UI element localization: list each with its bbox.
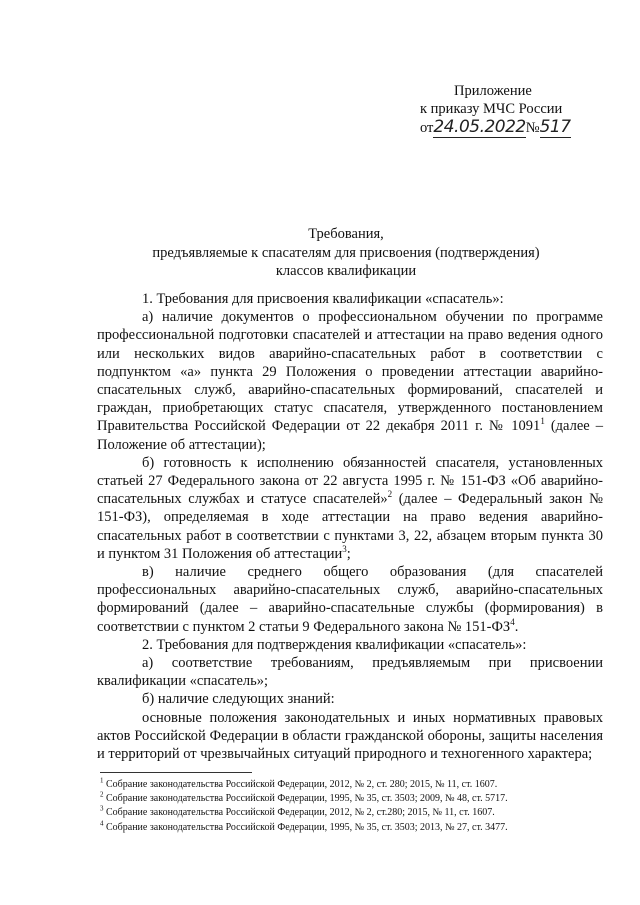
paragraph-1b-middle: (далее – Федеральный закон № 151-ФЗ), определяемая в ходе аттестации на право ведения аварийно-спасательных работ в соответствии с пунктами 3, 22, абзацем вторым пункта 30 и пунктом 31 Положения об аттестации: [97, 491, 603, 562]
footnote-4: [100, 821, 508, 835]
title-line-1: Требования,: [308, 226, 384, 242]
footnote-ref-1: 1: [540, 416, 545, 427]
footnote-num: 2: [100, 790, 104, 799]
footnote-ref-2: 2: [387, 489, 393, 500]
date-prefix: от: [420, 120, 434, 136]
paragraph-1b-tail: ;: [346, 545, 351, 562]
footnote-num: 1: [100, 776, 104, 785]
footnote-num: 4: [100, 819, 104, 828]
paragraph-1b: [97, 454, 603, 563]
footnote-1: [100, 778, 508, 792]
paragraph-1a-text: а) наличие документов о профессиональном обучении по программе профессиональной подготовки спасателей и аттестации на право ведения одного или нескольких видов аварийно-спасательных работ в соответствии с подпунктом «а» пункта 29 Положения о проведении аттестации аварийно-спасательных служб, аварийно-спасательных формирований, спасателей и граждан, приобретающих статус спасателя, утвержденного постановлением Правительства Российской Федерации от 22 декабря 2011 г. № 1091: [97, 309, 603, 435]
footnote-2: [100, 792, 508, 806]
footnote-text: Собрание законодательства Российской Федерации, 1995, № 35, ст. 3503; 2009, № 48, ст. 5717.: [103, 793, 508, 805]
footnote-separator: [100, 772, 252, 773]
title-line-3: классов квалификации: [275, 263, 417, 279]
document-title: [96, 225, 596, 281]
appendix-label: Приложение: [454, 83, 532, 99]
footnote-text: Собрание законодательства Российской Федерации, 2012, № 2, ст. 280; 2015, № 11, ст. 1607.: [103, 779, 498, 790]
paragraph-1a: [97, 308, 603, 454]
paragraph-1a-tail: (далее – Положение об аттестации);: [97, 418, 603, 453]
footnote-ref-4: 4: [510, 616, 515, 627]
paragraph-1c-text: в) наличие среднего общего образования (для спасателей профессиональных аварийно-спасательных служб, аварийно-спасательных формирований (далее – аварийно-спасательные службы (формирования) в соответствии с пунктом 2 статьи 9 Федерального закона № 151-ФЗ: [97, 564, 603, 635]
paragraph-2b-item: основные положения законодательных и иных нормативных правовых актов Российской Федерации в области гражданской обороны, защиты населения и территорий от чрезвычайных ситуаций природного и техногенного характера;: [97, 709, 603, 763]
footnote-text: Собрание законодательства Российской Федерации, 1995, № 35, ст. 3503; 2013, № 27, ст. 3477.: [103, 821, 508, 833]
appendix-header: [420, 82, 571, 137]
footnote-ref-3: 3: [342, 544, 347, 555]
handwritten-number: 517: [539, 117, 571, 137]
title-line-2: предъявляемые к спасателям для присвоения (подтверждения): [152, 244, 540, 261]
footnote-text: Собрание законодательства Российской Федерации, 2012, № 2, ст.280; 2015, № 11, ст. 1607.: [103, 807, 495, 819]
paragraph-2b: б) наличие следующих знаний:: [142, 691, 335, 708]
appendix-order-ref: к приказу МЧС России: [420, 101, 563, 117]
paragraph-2a: а) соответствие требованиям, предъявляемым при присвоении квалификации «спасатель»;: [97, 655, 603, 690]
paragraph-2: 2. Требования для подтверждения квалификации «спасатель»:: [142, 636, 527, 653]
footnote-3: [100, 806, 508, 820]
footnote-num: 3: [100, 805, 104, 814]
footnotes: [100, 778, 508, 835]
paragraph-1c-tail: .: [514, 618, 519, 635]
paragraph-1b-text: б) готовность к исполнению обязанностей спасателя, установленных статьей 27 Федерального закона от 22 августа 1995 г. № 151-ФЗ «Об аварийно-спасательных службах и статусе спасателей»: [97, 454, 603, 508]
number-prefix: №: [525, 120, 540, 136]
handwritten-date: 24.05.2022: [433, 117, 526, 137]
paragraph-1c: [97, 563, 603, 636]
appendix-date-line: [420, 118, 571, 137]
paragraph-1: 1. Требования для присвоения квалификации «спасатель»:: [142, 291, 504, 307]
document-body: [97, 290, 603, 763]
